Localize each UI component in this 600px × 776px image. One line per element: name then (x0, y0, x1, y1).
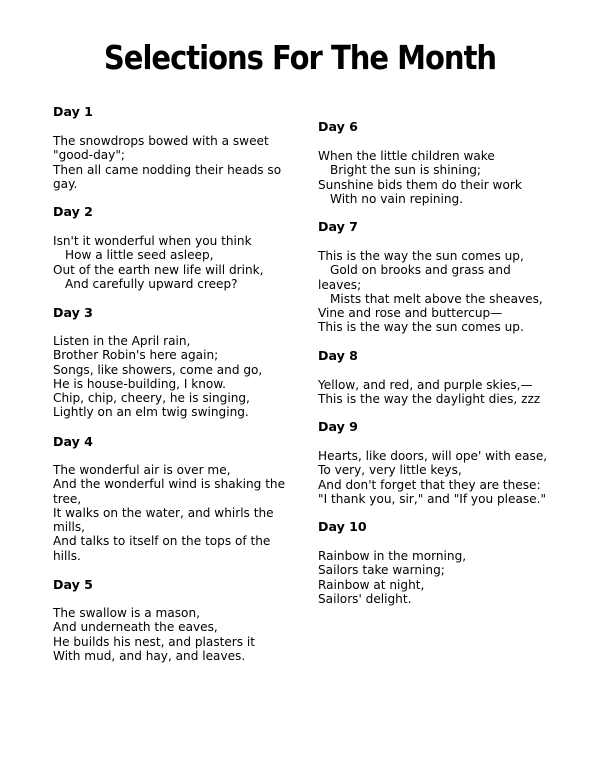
poem-line: Songs, like showers, come and go, (53, 362, 263, 377)
day-3-text (53, 334, 262, 420)
poem-line: It walks on the water, and whirls the (53, 505, 274, 520)
poem-line: To very, very little keys, (318, 463, 462, 478)
day-5-text (53, 606, 255, 663)
poem-line: And the wonderful wind is shaking the (53, 477, 286, 492)
day-4-text (53, 463, 285, 563)
poem-line: Rainbow in the morning, (318, 549, 467, 563)
day-9-text (318, 449, 547, 506)
poem-line: Mists that melt above the sheaves, (330, 291, 543, 306)
day-6-heading: Day 6 (318, 119, 358, 134)
poem-line: Sailors take warning; (318, 563, 445, 578)
day-2-heading: Day 2 (53, 204, 93, 219)
poem-line: He is house-building, I know. (53, 376, 226, 391)
poem-line: He builds his nest, and plasters it (53, 634, 256, 649)
poem-line: gay. (53, 176, 78, 191)
day-6-text (318, 149, 522, 206)
poem-line: This is the way the sun comes up. (318, 320, 524, 335)
poem-line: This is the way the sun comes up, (318, 249, 524, 263)
day-10-text (318, 549, 466, 606)
day-2-text (53, 234, 263, 291)
poem-line: Lightly on an elm twig swinging. (53, 405, 249, 420)
poem-line: The wonderful air is over me, (53, 463, 231, 477)
poem-line: Sunshine bids them do their work (318, 177, 522, 192)
poem-line: Bright the sun is shining; (330, 163, 481, 178)
poem-line: Then all came nodding their heads so (53, 162, 282, 177)
poem-line: The swallow is a mason, (53, 606, 200, 620)
day-1-text (53, 134, 281, 191)
poem-line: Sailors' delight. (318, 591, 412, 606)
day-9-heading: Day 9 (318, 419, 358, 434)
poem-line: And carefully upward creep? (65, 276, 238, 291)
poem-line: And underneath the eaves, (53, 620, 218, 635)
poem-line: Listen in the April rain, (53, 334, 191, 348)
poem-line: Rainbow at night, (318, 577, 425, 592)
poem-line: When the little children wake (318, 149, 495, 163)
poem-line: With mud, and hay, and leaves. (53, 648, 246, 663)
poem-line: How a little seed asleep, (65, 248, 214, 263)
poem-line: Chip, chip, cheery, he is singing, (53, 391, 250, 406)
poem-line: Out of the earth new life will drink, (53, 262, 264, 277)
poem-line: Gold on brooks and grass and (330, 263, 511, 278)
day-7-heading: Day 7 (318, 219, 358, 234)
poem-line: With no vain repining. (330, 191, 464, 206)
poem-line: hills. (53, 548, 81, 563)
poem-line: This is the way the daylight dies, zzz (318, 392, 541, 407)
poem-line: "good-day"; (53, 148, 125, 163)
poem-line: And don't forget that they are these: (318, 477, 541, 492)
poem-line: Isn't it wonderful when you think (53, 234, 252, 248)
day-5-heading: Day 5 (53, 577, 93, 592)
page-title: Selections For The Month (103, 38, 497, 78)
day-4-heading: Day 4 (53, 434, 93, 449)
day-8-text (318, 378, 540, 407)
poem-line: The snowdrops bowed with a sweet (53, 134, 269, 148)
poem-line: And talks to itself on the tops of the (53, 534, 271, 549)
poem-line: Brother Robin's here again; (53, 348, 219, 363)
day-1-heading: Day 1 (53, 104, 93, 119)
day-8-heading: Day 8 (318, 348, 358, 363)
poem-line: Vine and rose and buttercup— (318, 306, 503, 321)
poem-line: "I thank you, sir," and "If you please." (318, 491, 547, 506)
poem-line: Hearts, like doors, will ope' with ease, (318, 449, 548, 463)
poem-line: tree, (53, 491, 82, 506)
poem-line: leaves; (318, 277, 362, 292)
day-3-heading: Day 3 (53, 305, 93, 320)
poem-line: Yellow, and red, and purple skies,— (318, 378, 533, 392)
day-10-heading: Day 10 (318, 519, 367, 534)
poem-line: mills, (53, 520, 86, 535)
day-7-text (318, 249, 543, 335)
